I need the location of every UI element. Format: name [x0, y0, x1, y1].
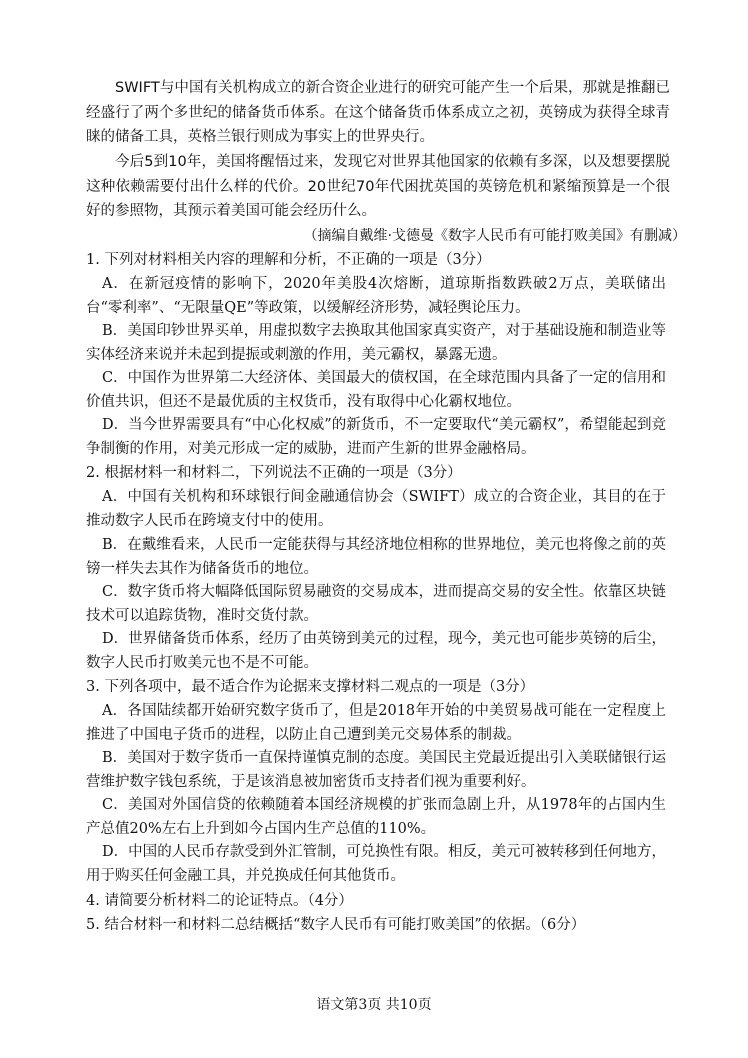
- question-1-option-c: C．中国作为世界第二大经济体、美国最大的债权国，在全球范围内具备了一定的信用和价值共识，但还不是最优质的主权货币，没有取得中心化霸权地位。: [86, 370, 666, 410]
- question-2-option-c: C．数字货币将大幅降低国际贸易融资的交易成本，进而提高交易的安全性。依靠区块链技术可以追踪货物，准时交货付款。: [86, 584, 666, 624]
- passage-paragraph-2: 今后5到10年，美国将醒悟过来，发现它对世界其他国家的依赖有多深，以及想要摆脱这种依赖需要付出什么样的代价。20世纪70年代困扰英国的英镑危机和紧缩预算是一个很好的参照物，其预示着美国可能会经历什么。: [86, 154, 670, 219]
- passage-source: （摘编自戴维·戈德曼《数字人民币有可能打败美国》有删减）: [303, 228, 686, 244]
- question-2-option-a: A．中国有关机构和环球银行间金融通信协会（SWIFT）成立的合资企业，其目的在于推动数字人民币在跨境支付中的使用。: [86, 489, 666, 529]
- question-2-option-d: D．世界储备货币体系，经历了由英镑到美元的过程，现今，美元也可能步英镑的后尘，数字人民币打败美元也不是不可能。: [86, 631, 666, 671]
- question-3-option-d: D．中国的人民币存款受到外汇管制，可兑换性有限。相反，美元可被转移到任何地方，用于购买任何金融工具，并兑换成任何其他货币。: [86, 844, 666, 884]
- question-1-option-d: D．当今世界需要具有“中心化权威”的新货币，不一定要取代“美元霸权”，希望能起到竞争制衡的作用，对美元形成一定的威胁，进而产生新的世界金融格局。: [86, 417, 666, 457]
- question-4-stem: 4. 请简要分析材料二的论证特点。（4分）: [86, 893, 353, 909]
- question-5-stem: 5. 结合材料一和材料二总结概括“数字人民币有可能打败美国”的依据。（6分）: [86, 917, 586, 933]
- question-3-stem: 3. 下列各项中，最不适合作为论据来支撑材料二观点的一项是（3分）: [86, 679, 535, 695]
- question-2-stem: 2. 根据材料一和材料二，下列说法不正确的一项是（3分）: [86, 465, 462, 481]
- question-3-option-a: A．各国陆续都开始研究数字货币了，但是2018年开始的中美贸易战可能在一定程度上推进了中国电子货币的进程，以防止自己遭到美元交易体系的制裁。: [86, 703, 666, 743]
- question-1-option-b: B．美国印钞世界买单，用虚拟数字去换取其他国家真实资产，对于基础设施和制造业等实体经济来说并未起到提振或刺激的作用，美元霸权，暴露无遗。: [86, 323, 666, 363]
- question-1-stem: 1. 下列对材料相关内容的理解和分析，不正确的一项是（3分）: [86, 252, 491, 268]
- question-3-option-c: C．美国对外国信贷的依赖随着本国经济规模的扩张而急剧上升，从1978年的占国内生产总值20%左右上升到如今占国内生产总值的110%。: [86, 797, 666, 837]
- question-1-option-a: A．在新冠疫情的影响下，2020年美股4次熔断，道琼斯指数跌破2万点，美联储出台“零利率”、“无限量QE”等政策，以缓解经济形势，减轻舆论压力。: [86, 276, 666, 316]
- question-3-option-b: B．美国对于数字货币一直保持谨慎克制的态度。美国民主党最近提出引入美联储银行运营维护数字钱包系统，于是该消息被加密货币支持者们视为重要利好。: [86, 750, 666, 790]
- page-footer: 语文第3页 共10页: [316, 997, 432, 1013]
- question-2-option-b: B．在戴维看来，人民币一定能获得与其经济地位相称的世界地位，美元也将像之前的英镑一样失去其作为储备货币的地位。: [86, 537, 666, 577]
- passage-paragraph-1: SWIFT与中国有关机构成立的新合资企业进行的研究可能产生一个后果，那就是推翻已经盛行了两个多世纪的储备货币体系。在这个储备货币体系成立之初，英镑成为获得全球青睐的储备工具，英格兰银行则成为事实上的世界央行。: [86, 80, 670, 145]
